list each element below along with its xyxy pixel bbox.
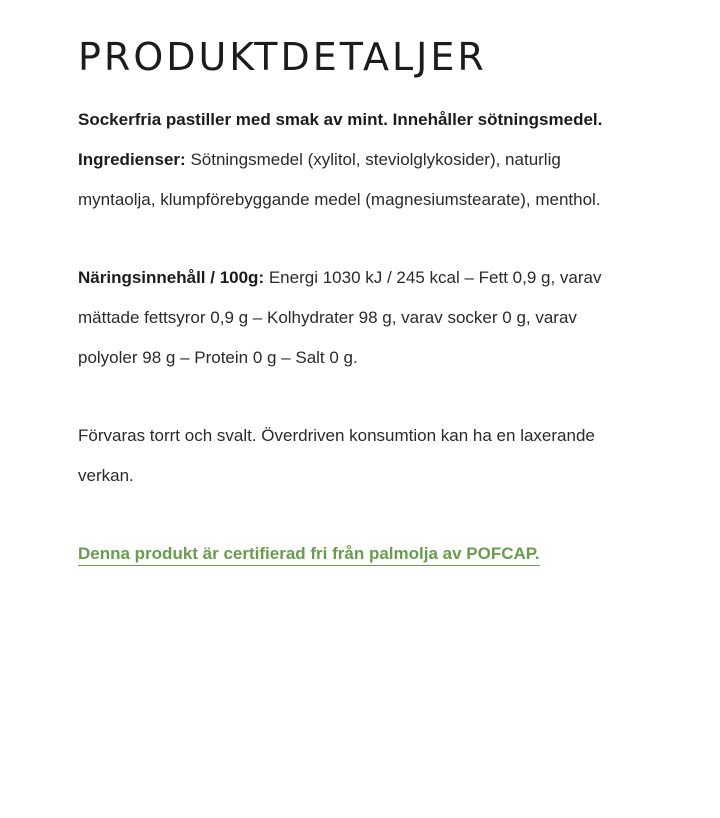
palm-oil-certification-link[interactable]: Denna produkt är certifierad fri från palmolja av POFCAP. (78, 544, 540, 566)
nutrition-text: Energi 1030 kJ / 245 kcal – Fett 0,9 g, varav mättade fettsyror 0,9 g – Kolhydrater 98 g, varav socker 0 g, varav polyoler 98 g – Protein 0 g – Salt 0 g. (78, 268, 602, 367)
ingredients-label: Ingredienser: (78, 150, 186, 169)
product-description (78, 100, 638, 220)
section-heading: PRODUKTDETALJER (78, 35, 487, 79)
nutrition-info (78, 258, 638, 378)
storage-info: Förvaras torrt och svalt. Överdriven konsumtion kan ha en laxerande verkan. (78, 426, 595, 485)
description-lead: Sockerfria pastiller med smak av mint. Innehåller sötningsmedel. (78, 110, 603, 129)
product-details-section (78, 32, 638, 574)
certification-info (78, 534, 638, 574)
nutrition-label: Näringsinnehåll / 100g: (78, 268, 265, 287)
ingredients-text: Sötningsmedel (xylitol, steviolglykosider), naturlig myntaolja, klumpförebyggande medel (magnesiumstearate), menthol. (78, 150, 601, 209)
